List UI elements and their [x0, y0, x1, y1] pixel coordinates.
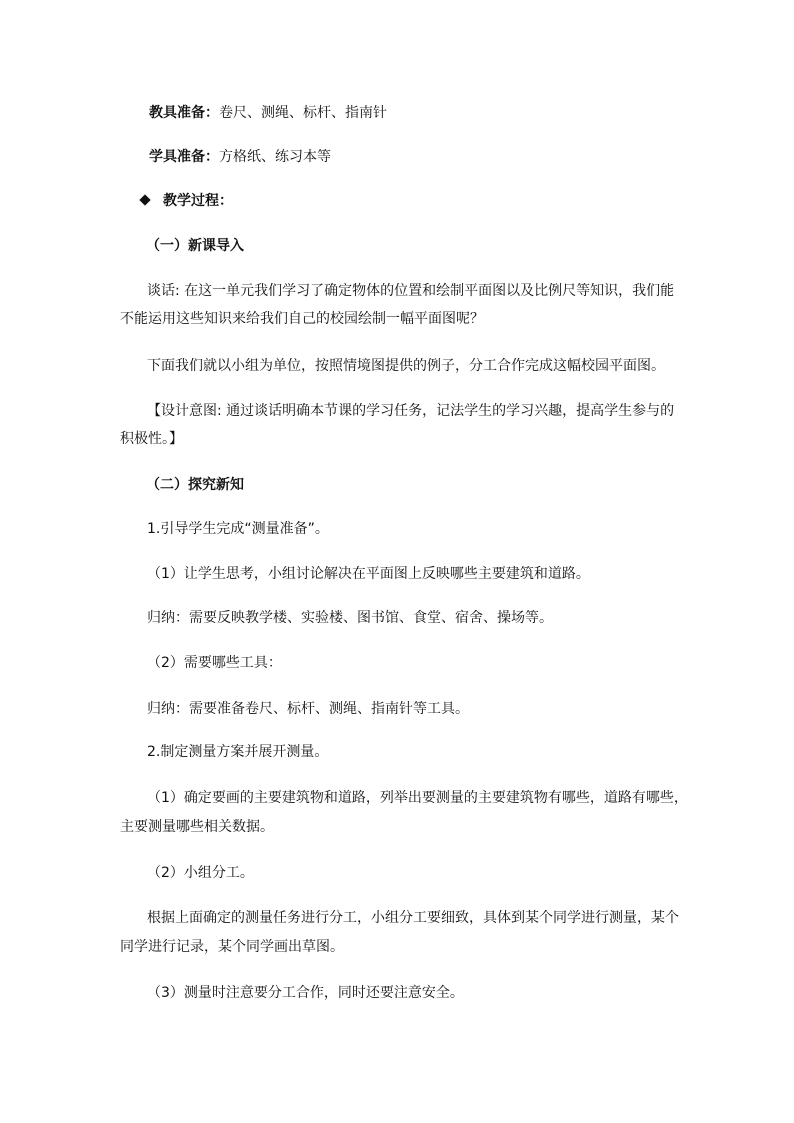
teaching-aids-line: [149, 103, 387, 123]
section2-step2-p2: （2）小组分工。: [147, 865, 254, 881]
teaching-aids-label: 教具准备：: [149, 105, 219, 121]
teaching-aids-text: 卷尺、测绳、标杆、指南针: [219, 105, 387, 121]
section1-heading: （一）新课导入: [146, 238, 244, 254]
section2-step2: 2.制定测量方案并展开测量。: [147, 744, 329, 760]
section2-step2-p2-detail-line1: 根据上面确定的测量任务进行分工，小组分工要细致，具体到某个同学进行测量，某个: [147, 910, 679, 926]
section1-group-line: 下面我们就以小组为单位，按照情境图提供的例子，分工合作完成这幅校园平面图。: [147, 358, 665, 374]
student-aids-label: 学具准备：: [149, 149, 219, 165]
section2-heading: （二）探究新知: [146, 477, 244, 493]
section1-design-line1: 【设计意图: 通过谈话明确本节课的学习任务，记法学生的学习兴趣，提高学生参与的: [147, 403, 675, 419]
section2-step2-p2-detail-line2: 同学进行记录，某个同学画出草图。: [120, 939, 344, 955]
student-aids-text: 方格纸、练习本等: [219, 149, 331, 165]
section2-step1: 1.引导学生完成“测量准备”。: [147, 521, 329, 537]
process-heading-line: [141, 191, 233, 211]
section2-step2-p1-line2: 主要测量哪些相关数据。: [120, 819, 274, 835]
student-aids-line: [149, 147, 331, 167]
section2-step2-p3: （3）测量时注意要分工合作，同时还要注意安全。: [147, 985, 464, 1001]
section2-step1-q2: （2）需要哪些工具：: [147, 655, 282, 671]
section2-step1-a2: 归纳：需要准备卷尺、标杆、测绳、指南针等工具。: [147, 701, 469, 717]
section2-step1-q1: （1）让学生思考，小组讨论解决在平面图上反映哪些主要建筑和道路。: [147, 566, 590, 582]
section1-design-line2: 积极性。】: [120, 431, 183, 447]
process-heading: 教学过程：: [163, 193, 233, 209]
diamond-bullet-icon: [139, 194, 150, 205]
section2-step2-p1-line1: （1）确定要画的主要建筑物和道路，列举出要测量的主要建筑物有哪些，道路有哪些，: [147, 790, 688, 806]
section1-talk-line1: 谈话: 在这一单元我们学习了确定物体的位置和绘制平面图以及比例尺等知识，我们能: [147, 283, 675, 299]
section1-talk-line2: 不能运用这些知识来给我们自己的校园绘制一幅平面图呢？: [120, 311, 484, 327]
section2-step1-a1: 归纳：需要反映教学楼、实验楼、图书馆、食堂、宿舍、操场等。: [147, 610, 553, 626]
